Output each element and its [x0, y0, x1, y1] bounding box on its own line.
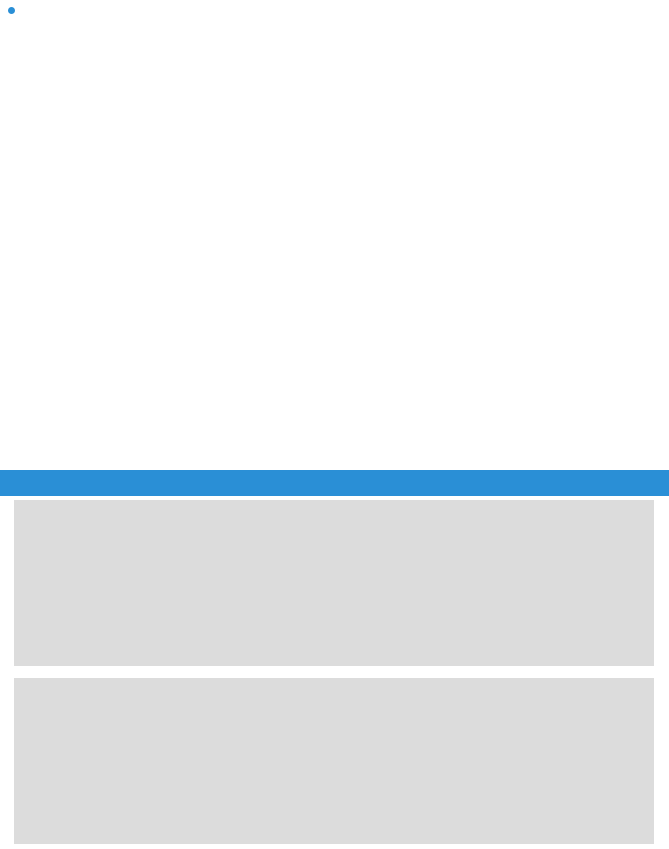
charts-panel-bottom: [14, 678, 654, 844]
charts-svg-bottom: [14, 678, 654, 844]
bullet-icon: [8, 7, 15, 14]
charts-panel-top: [14, 500, 654, 666]
characteristics-banner: [0, 470, 669, 496]
section-title: [8, 7, 21, 14]
charts-svg-top: [14, 500, 654, 666]
